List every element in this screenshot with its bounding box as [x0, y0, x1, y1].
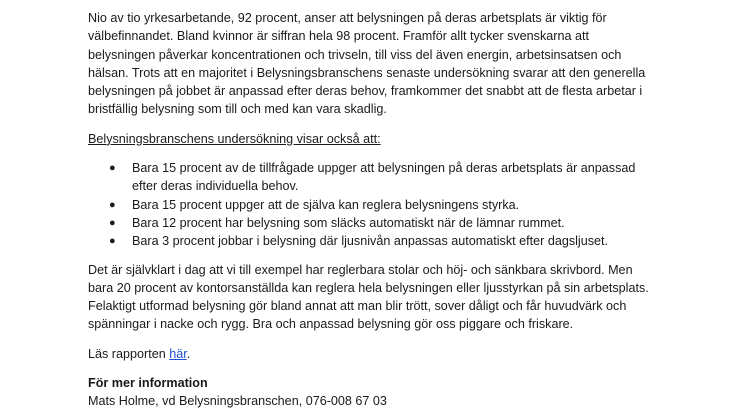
intro-paragraph: Nio av tio yrkesarbetande, 92 procent, anser att belysningen på deras arbetsplats är viktig för välbefinnandet. Bland kvinnor är siffran hela 98 procent. Framför allt tycker svenskarna att belysningen påverkar koncentrationen och trivseln, till viss del även energin, arbetsinsatsen och hälsan. Trots att en majoritet i Belysningsbranschens senaste undersökning svarar att den generella belysningen på jobbet är anpassad efter deras behov, framkommer det snabbt att de flesta arbetar i bristfällig belysning som till och med kan vara skadlig.	[88, 11, 646, 117]
survey-bullet-list	[88, 159, 658, 250]
contact-line: Mats Holme, vd Belysningsbranschen, 076-008 67 03	[88, 394, 387, 409]
list-item-text: Bara 12 procent har belysning som släcks automatiskt när de lämnar rummet.	[132, 215, 565, 230]
more-info-heading: För mer information	[88, 376, 208, 391]
bullet-icon: ●	[109, 198, 116, 211]
report-line	[88, 345, 658, 363]
list-item	[109, 159, 658, 196]
document-body	[88, 9, 658, 411]
bullet-icon: ●	[109, 162, 116, 175]
bullet-icon: ●	[109, 216, 116, 229]
second-paragraph: Det är självklart i dag att vi till exempel har reglerbara stolar och höj- och sänkbara skrivbord. Men bara 20 procent av kontorsanställda kan reglera hela belysningen eller ljusstyrkan på sin arbetsplats. Felaktigt utformad belysning gör bland annat att man blir trött, sover dåligt och får huvudvärk och spänningar i nacke och rygg. Bra och anpassad belysning gör oss piggare och friskare.	[88, 262, 649, 332]
bullet-icon: ●	[109, 235, 116, 248]
survey-heading: Belysningsbranschens undersökning visar också att:	[88, 131, 381, 146]
report-line-prefix: Läs rapporten	[88, 346, 170, 361]
list-item	[109, 232, 658, 250]
list-item-text: Bara 3 procent jobbar i belysning där ljusnivån anpassas automatiskt efter dagsljuset.	[132, 234, 609, 249]
report-link[interactable]: här	[169, 346, 187, 361]
list-item-text: Bara 15 procent av de tillfrågade uppger att belysningen på deras arbetsplats är anpassad efter deras individuella behov.	[132, 161, 636, 194]
list-item-text: Bara 15 procent uppger att de själva kan reglera belysningens styrka.	[132, 197, 520, 212]
report-line-suffix: .	[186, 346, 191, 361]
more-info-section	[88, 374, 658, 411]
list-item	[109, 196, 658, 214]
list-item	[109, 214, 658, 232]
